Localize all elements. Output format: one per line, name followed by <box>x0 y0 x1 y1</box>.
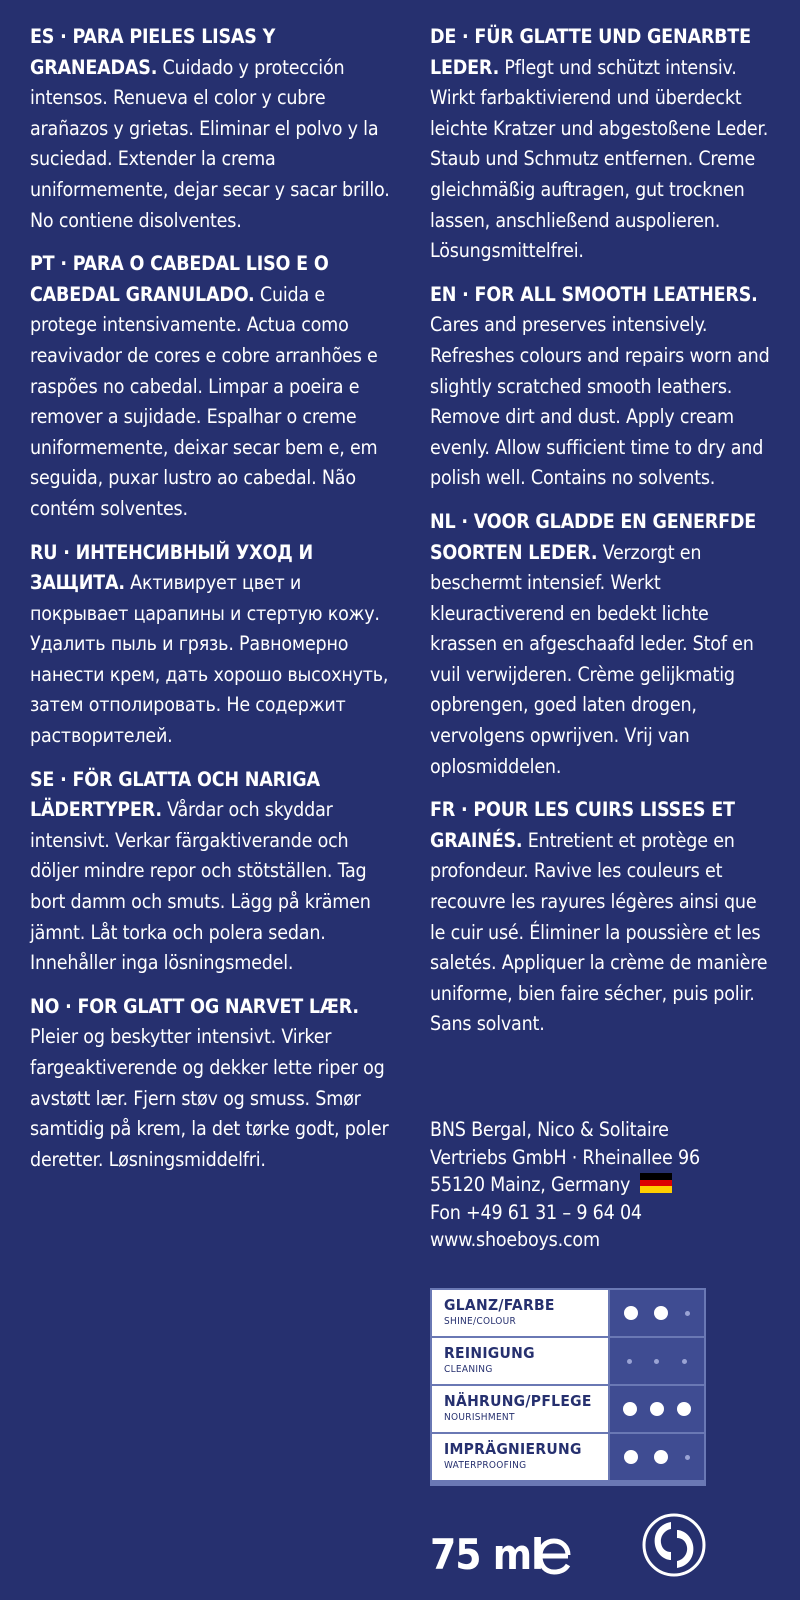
rating-dot-filled <box>624 1306 638 1320</box>
rating-dot-empty <box>627 1359 632 1364</box>
rating-label-sub: SHINE/COLOUR <box>444 1316 517 1327</box>
rating-dot-filled <box>677 1402 691 1416</box>
address-line-1: BNS Bergal, Nico & Solitaire <box>430 1118 669 1141</box>
text-se: SE · FÖR GLATTA OCH NARIGA LÄDERTYPER. Vårdar och skyddar intensivt. Verkar färgaktiverande och döljer mindre repor och stötställen. Tag bort damm och smuts. Lägg på krämen jämnt. Låt torka och polera sedan. Innehåller inga lösningsmedel. <box>30 767 371 975</box>
right-column <box>430 22 775 1053</box>
rating-dots <box>610 1434 704 1480</box>
rating-label <box>432 1386 608 1432</box>
rating-dot-empty <box>654 1359 659 1364</box>
volume-label: 75 ml <box>430 1530 544 1579</box>
rating-label-sub: CLEANING <box>444 1364 493 1375</box>
rating-dots <box>610 1290 704 1336</box>
text-de: DE · FÜR GLATTE UND GENARBTE LEDER. Pflegt und schützt intensiv. Wirkt farbaktivierend und überdeckt leichte Kratzer und abgestoßene Leder. Staub und Schmutz entfernen. Creme gleichmäßig auftragen, gut trocknen lassen, anschließend auspolieren. Lösungsmittelfrei. <box>430 25 769 263</box>
rating-dot-filled <box>623 1402 637 1416</box>
estimated-sign-icon <box>532 1534 576 1578</box>
rating-dot-filled <box>650 1402 664 1416</box>
rating-dot-filled <box>654 1306 668 1320</box>
text-no: NO · FOR GLATT OG NARVET LÆR. Pleier og beskytter intensivt. Virker fargeaktiverende og dekker lette riper og avstøtt lær. Fjern støv og smuss. Smør samtidig på krem, la det tørke godt, poler deretter. Løsningsmiddelfri. <box>30 994 389 1171</box>
rating-label <box>432 1338 608 1384</box>
rating-dots <box>610 1386 704 1432</box>
rating-label-sub: NOURISHMENT <box>444 1412 515 1423</box>
rating-row <box>432 1290 704 1336</box>
rating-label-main: GLANZ/FARBE <box>444 1296 555 1314</box>
rating-dot-empty <box>682 1359 687 1364</box>
rating-row <box>432 1338 704 1384</box>
website-link[interactable]: www.shoeboys.com <box>430 1228 600 1251</box>
rating-dots <box>610 1338 704 1384</box>
german-flag-icon <box>640 1173 672 1193</box>
rating-row <box>432 1434 704 1480</box>
green-dot-recycling-icon <box>641 1512 707 1578</box>
address-line-3: 55120 Mainz, Germany <box>430 1171 775 1199</box>
text-es: ES · PARA PIELES LISAS Y GRANEADAS. Cuidado y protección intensos. Renueva el color y cubre arañazos y grietas. Eliminar el polvo y la suciedad. Extender la crema uniformemente, dejar secar y sacar brillo. No contiene disolventes. <box>30 25 390 232</box>
rating-label <box>432 1434 608 1480</box>
rating-label-sub: WATERPROOFING <box>444 1460 527 1471</box>
rating-label-main: NÄHRUNG/PFLEGE <box>444 1392 592 1410</box>
rating-label-main: REINIGUNG <box>444 1344 535 1362</box>
text-en: EN · FOR ALL SMOOTH LEATHERS. Cares and preserves intensively. Refreshes colours and repairs worn and slightly scratched smooth leathers. Remove dirt and dust. Apply cream evenly. Allow sufficient time to dry and polish well. Contains no solvents. <box>430 282 770 490</box>
address-line-2: Vertriebs GmbH · Rheinallee 96 <box>430 1145 700 1169</box>
text-fr: FR · POUR LES CUIRS LISSES ET GRAINÉS. Entretient et protège en profondeur. Ravive les couleurs et recouvre les rayures légères ainsi que le cuir usé. Éliminer la poussière et les saletés. Appliquer la crème de manière uniforme, bien faire sécher, puis polir. Sans solvant. <box>430 798 768 1036</box>
left-column <box>30 22 390 1188</box>
rating-table <box>430 1288 706 1486</box>
manufacturer-address <box>430 1116 775 1254</box>
rating-dot-filled <box>654 1450 668 1464</box>
rating-row <box>432 1386 704 1432</box>
rating-dot-empty <box>685 1311 690 1316</box>
phone-number: Fon +49 61 31 – 9 64 04 <box>430 1200 642 1224</box>
text-nl: NL · VOOR GLADDE EN GENERFDE SOORTEN LEDER. Verzorgt en beschermt intensief. Werkt kleuractiverend en bedekt lichte krassen en afgeschaafd leder. Stof en vuil verwijderen. Crème gelijkmatig opbrengen, goed laten drogen, vervolgens opwrijven. Vrij van oplosmiddelen. <box>430 509 757 778</box>
text-ru: RU · ИНТЕНСИВНЫЙ УХОД И ЗАЩИТА. Активирует цвет и покрывает царапины и стертую кожу. Удалить пыль и грязь. Равномерно нанести крем, дать хорошо высохнуть, затем отполировать. Не содержит растворителей. <box>30 540 389 748</box>
rating-label-main: IMPRÄGNIERUNG <box>444 1440 582 1458</box>
rating-label <box>432 1290 608 1336</box>
text-pt: PT · PARA O CABEDAL LISO E O CABEDAL GRANULADO. Cuida e protege intensivamente. Actua como reavivador de cores e cobre arranhões e raspões no cabedal. Limpar a poeira e remover a sujidade. Espalhar o creme uniformemente, deixar secar bem e, em seguida, puxar lustro ao cabedal. Não contém solventes. <box>30 252 378 520</box>
rating-dot-empty <box>685 1455 690 1460</box>
rating-dot-filled <box>624 1450 638 1464</box>
